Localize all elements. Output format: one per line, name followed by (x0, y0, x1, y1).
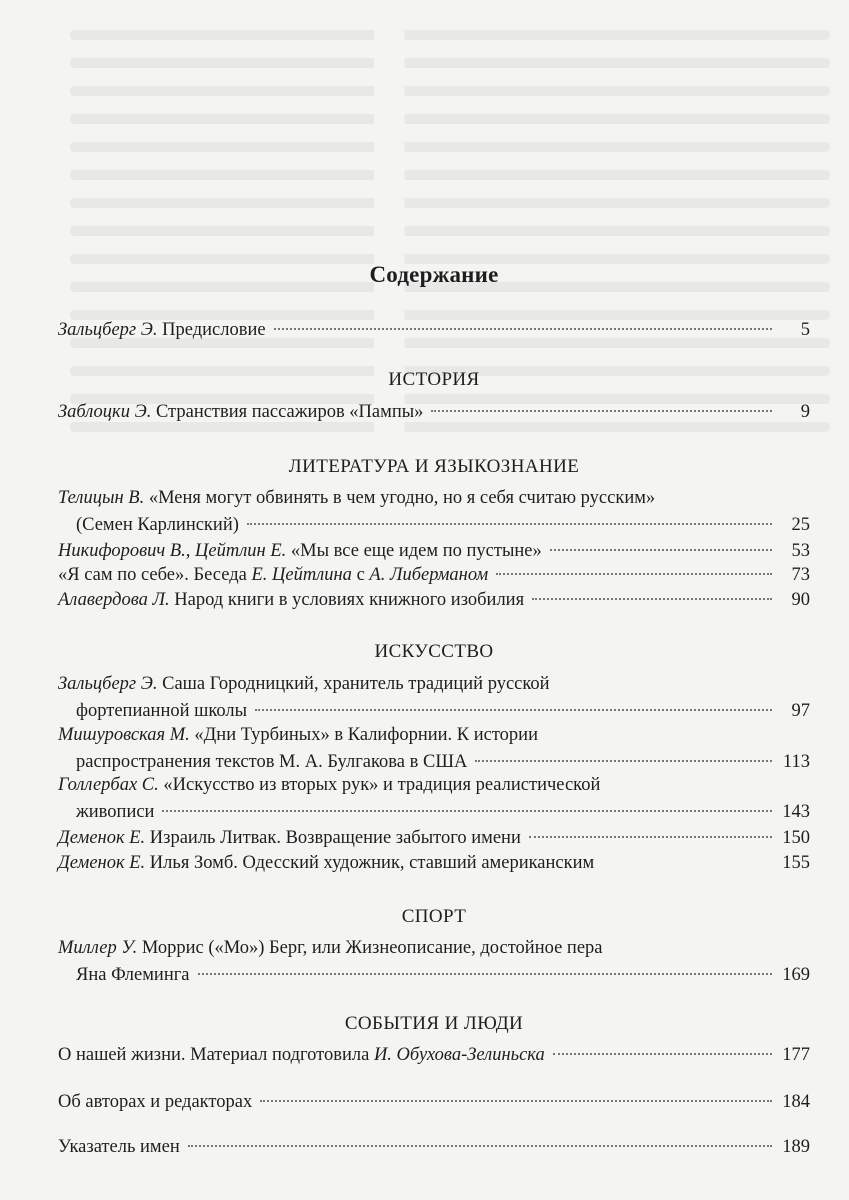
entry-author: Никифорович В., Цейтлин Е. (58, 541, 287, 561)
entry-title: «Искусство из вторых рук» и традиция реалистической (163, 775, 601, 795)
entry-title: Илья Зомб. Одесский художник, ставший американским (149, 853, 595, 873)
page-number: 143 (782, 802, 810, 822)
entry-author: Зальцберг Э. (58, 674, 158, 694)
dot-leader (255, 709, 772, 711)
page-number: 25 (791, 515, 810, 535)
entry-title: Странствия пассажиров «Пампы» (155, 402, 424, 422)
dot-leader (553, 1053, 772, 1055)
toc-entry-interview[interactable] (58, 562, 810, 589)
entry-title-continued: распространения текстов М. А. Булгакова в США (76, 752, 468, 772)
entry-title: «Дни Турбиных» в Калифорнии. К истории (194, 725, 538, 745)
section-heading-art: ИСКУССТВО (374, 641, 494, 662)
page-number: 177 (782, 1045, 810, 1065)
toc-entry-nikiforovich[interactable] (58, 538, 810, 565)
toc-entry-gollerbakh[interactable] (58, 772, 810, 826)
dot-leader (260, 1100, 772, 1102)
toc-entry-demenok-litvak[interactable] (58, 825, 810, 852)
section-heading-events: СОБЫТИЯ И ЛЮДИ (344, 1013, 524, 1034)
page-number: 5 (800, 320, 810, 340)
entry-author: Мишуровская М. (58, 725, 190, 745)
toc-entry-preface[interactable] (58, 317, 810, 344)
toc-entry-our-life[interactable] (58, 1042, 810, 1069)
page-number: 184 (782, 1092, 810, 1112)
toc-entry-miller[interactable] (58, 935, 810, 989)
entry-author: Зальцберг Э. (58, 320, 158, 340)
page-number: 97 (791, 701, 810, 721)
toc-entry-index[interactable] (58, 1134, 810, 1161)
toc-entry-zablotski[interactable] (58, 399, 810, 426)
toc-entry-telitsyn[interactable] (58, 485, 810, 539)
toc-entry-demenok-zomb[interactable] (58, 850, 810, 877)
table-of-contents-page (58, 0, 810, 1200)
entry-title: Моррис («Мо») Берг, или Жизнеописание, достойное пера (141, 938, 603, 958)
page-number: 9 (800, 402, 810, 422)
dot-leader (475, 760, 772, 762)
dot-leader (188, 1145, 772, 1147)
dot-leader (162, 810, 772, 812)
dot-leader (529, 836, 772, 838)
page-number: 189 (782, 1137, 810, 1157)
entry-title: Указатель имен (58, 1137, 180, 1157)
entry-title: Израиль Литвак. Возвращение забытого имени (149, 828, 521, 848)
entry-title-continued: фортепианной школы (76, 701, 248, 721)
page-number: 169 (782, 965, 810, 985)
page-number: 73 (791, 565, 810, 585)
dot-leader (247, 523, 772, 525)
page-number: 90 (791, 590, 810, 610)
entry-title: Предисловие (162, 320, 266, 340)
entry-title: Об авторах и редакторах (58, 1092, 253, 1112)
dot-leader (550, 549, 772, 551)
toc-entry-authors[interactable] (58, 1089, 810, 1116)
entry-title-continued: (Семен Карлинский) (76, 515, 239, 535)
page-title: Содержание (369, 262, 499, 287)
entry-title-connector: с (356, 565, 365, 585)
page-number: 53 (791, 541, 810, 561)
toc-entry-mishurovskaya[interactable] (58, 722, 810, 776)
entry-title: О нашей жизни. Материал подготовила (58, 1045, 370, 1065)
entry-author: А. Либерманом (369, 565, 489, 585)
dot-leader (532, 598, 772, 600)
page-number: 155 (782, 853, 810, 873)
page-number: 113 (782, 752, 810, 772)
entry-title: «Мы все еще идем по пустыне» (290, 541, 542, 561)
entry-author: Заблоцки Э. (58, 402, 152, 422)
entry-author: И. Обухова-Зелиньска (373, 1045, 545, 1065)
dot-leader (496, 573, 772, 575)
entry-author: Деменок Е. (58, 853, 146, 873)
dot-leader (274, 328, 772, 330)
entry-author: Е. Цейтлина (251, 565, 352, 585)
section-heading-literature: ЛИТЕРАТУРА И ЯЗЫКОЗНАНИЕ (288, 456, 580, 477)
entry-title: «Я сам по себе». Беседа (58, 565, 247, 585)
dot-leader (198, 973, 772, 975)
entry-author: Деменок Е. (58, 828, 146, 848)
entry-author: Телицын В. (58, 488, 145, 508)
entry-author: Голлербах С. (58, 775, 159, 795)
entry-author: Миллер У. (58, 938, 138, 958)
entry-title: Саша Городницкий, хранитель традиций русской (162, 674, 550, 694)
page-number: 150 (782, 828, 810, 848)
entry-title: Народ книги в условиях книжного изобилия (174, 590, 525, 610)
entry-author: Алавердова Л. (58, 590, 170, 610)
dot-leader (431, 410, 772, 412)
toc-entry-alaverdova[interactable] (58, 587, 810, 614)
toc-entry-gorodnitsky[interactable] (58, 671, 810, 725)
section-heading-sport: СПОРТ (401, 906, 467, 927)
entry-title-continued: Яна Флеминга (76, 965, 190, 985)
entry-title: «Меня могут обвинять в чем угодно, но я себя считаю русским» (148, 488, 656, 508)
entry-title-continued: живописи (76, 802, 155, 822)
section-heading-history: ИСТОРИЯ (388, 369, 480, 390)
